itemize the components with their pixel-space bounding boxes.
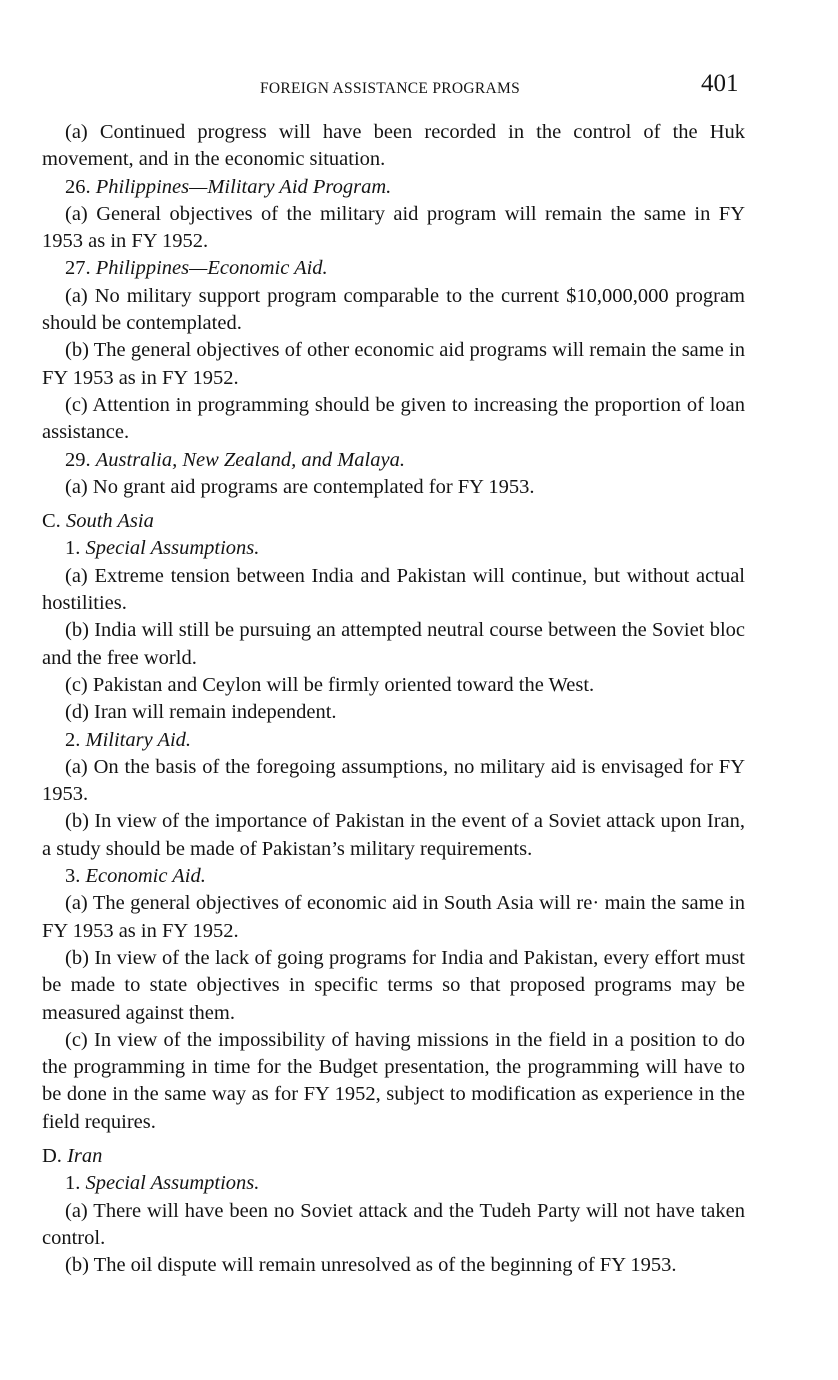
- heading-text: Special Assumptions.: [85, 537, 260, 560]
- paragraph-field-missions: [42, 1027, 745, 1136]
- section-title: Iran: [67, 1144, 103, 1167]
- paragraph-text: India will still be pursuing an attempted neutral course between the Soviet bloc and the free world.: [42, 619, 745, 669]
- heading-text: Philippines—Economic Aid.: [95, 257, 328, 280]
- item-label: (c): [65, 393, 88, 416]
- heading-number: 29.: [65, 448, 91, 471]
- item-label: (b): [65, 1254, 89, 1277]
- item-label: (b): [65, 339, 89, 362]
- paragraph-text: Continued progress will have been recorded in the control of the Huk movement, and in the economic situation.: [42, 121, 745, 171]
- paragraph-military-aid-objectives: [42, 201, 745, 256]
- paragraph-india-pakistan-tension: [42, 563, 745, 618]
- item-label: (c): [65, 673, 88, 696]
- section-letter: D.: [42, 1144, 62, 1167]
- heading-australia-nz-malaya: [42, 447, 745, 474]
- section-heading-south-asia: [42, 508, 745, 535]
- paragraph-text: In view of the lack of going programs for India and Pakistan, every effort must be made to state objectives in specific terms so that proposed programs may be measured against them.: [42, 946, 746, 1024]
- heading-text: Economic Aid.: [85, 865, 206, 888]
- item-label: (a): [65, 564, 88, 587]
- paragraph-text: The general objectives of other economic aid programs will remain the same in FY 1953 as in FY 1952.: [42, 339, 745, 389]
- item-label: (a): [65, 892, 88, 915]
- paragraph-pakistan-study: [42, 808, 745, 863]
- heading-text: Philippines—Military Aid Program.: [95, 175, 392, 198]
- paragraph-text: The oil dispute will remain unresolved as of the beginning of FY 1953.: [93, 1254, 677, 1277]
- paragraph-text: In view of the importance of Pakistan in the event of a Soviet attack upon Iran, a study should be made of Pakistan’s military requirements.: [42, 810, 746, 860]
- item-label: (a): [65, 202, 88, 225]
- paragraph-huk-progress: [42, 119, 745, 174]
- item-label: (a): [65, 755, 88, 778]
- heading-number: 3.: [65, 865, 81, 888]
- paragraph-no-grant-aid: [42, 474, 745, 501]
- item-label: (a): [65, 284, 88, 307]
- heading-number: 27.: [65, 257, 91, 280]
- paragraph-economic-objectives: [42, 337, 745, 392]
- item-label: (d): [65, 701, 89, 724]
- paragraph-text: Attention in programming should be given to increasing the proportion of loan assistance.: [42, 393, 746, 444]
- paragraph-text: The general objectives of economic aid in South Asia will re· main the same in FY 1953 as in FY 1952.: [42, 892, 746, 942]
- paragraph-military-support: [42, 283, 745, 338]
- heading-number: 2.: [65, 728, 81, 751]
- paragraph-no-military-aid: [42, 754, 745, 809]
- item-label: (a): [65, 475, 88, 498]
- paragraph-text: On the basis of the foregoing assumptions, no military aid is envisaged for FY 1953.: [42, 755, 746, 806]
- item-label: (b): [65, 619, 89, 642]
- paragraph-text: Extreme tension between India and Pakistan will continue, but without actual hostilities.: [42, 564, 745, 615]
- heading-iran-special-assumptions: [42, 1170, 745, 1197]
- section-letter: C.: [42, 510, 61, 533]
- paragraph-pakistan-ceylon: [42, 672, 745, 699]
- heading-philippines-economic-aid: [42, 255, 745, 282]
- heading-text: Military Aid.: [85, 728, 192, 751]
- paragraph-text: In view of the impossibility of having missions in the field in a position to do the programming in time for the Budget presentation, the programming will have to be done in the same way as for FY 1952, subject to modification as experience in the field requires.: [42, 1028, 746, 1133]
- heading-economic-aid: [42, 863, 745, 890]
- heading-number: 1.: [65, 537, 81, 560]
- heading-philippines-military-aid: [42, 174, 745, 201]
- page-body: [42, 119, 745, 1279]
- heading-text: Special Assumptions.: [85, 1172, 260, 1195]
- paragraph-text: No grant aid programs are contemplated for FY 1953.: [92, 475, 535, 498]
- paragraph-going-programs: [42, 945, 745, 1027]
- paragraph-south-asia-objectives: [42, 890, 745, 945]
- section-heading-iran: [42, 1143, 745, 1170]
- running-header: FOREIGN ASSISTANCE PROGRAMS: [259, 80, 521, 97]
- heading-special-assumptions: [42, 535, 745, 562]
- item-label: (c): [65, 1028, 88, 1051]
- paragraph-text: Pakistan and Ceylon will be firmly oriented toward the West.: [92, 673, 595, 696]
- paragraph-iran-independent: [42, 699, 745, 726]
- paragraph-oil-dispute: [42, 1252, 745, 1279]
- paragraph-text: Iran will remain independent.: [94, 701, 337, 724]
- heading-text: Australia, New Zealand, and Malaya.: [95, 448, 405, 471]
- paragraph-india-neutral-course: [42, 617, 745, 672]
- item-label: (b): [65, 946, 89, 969]
- section-title: South Asia: [65, 510, 154, 533]
- item-label: (a): [65, 121, 88, 143]
- heading-military-aid: [42, 727, 745, 754]
- page-number: 401: [701, 70, 739, 97]
- item-label: (a): [65, 1199, 88, 1222]
- paragraph-loan-assistance: [42, 392, 745, 447]
- paragraph-tudeh-party: [42, 1198, 745, 1253]
- paragraph-text: There will have been no Soviet attack and the Tudeh Party will not have taken control.: [42, 1199, 745, 1249]
- heading-number: 1.: [65, 1172, 81, 1195]
- heading-number: 26.: [65, 175, 91, 198]
- paragraph-text: No military support program comparable to the current $10,000,000 program should be contemplated.: [42, 284, 746, 335]
- item-label: (b): [65, 810, 89, 833]
- paragraph-text: General objectives of the military aid program will remain the same in FY 1953 as in FY 1952.: [42, 202, 746, 253]
